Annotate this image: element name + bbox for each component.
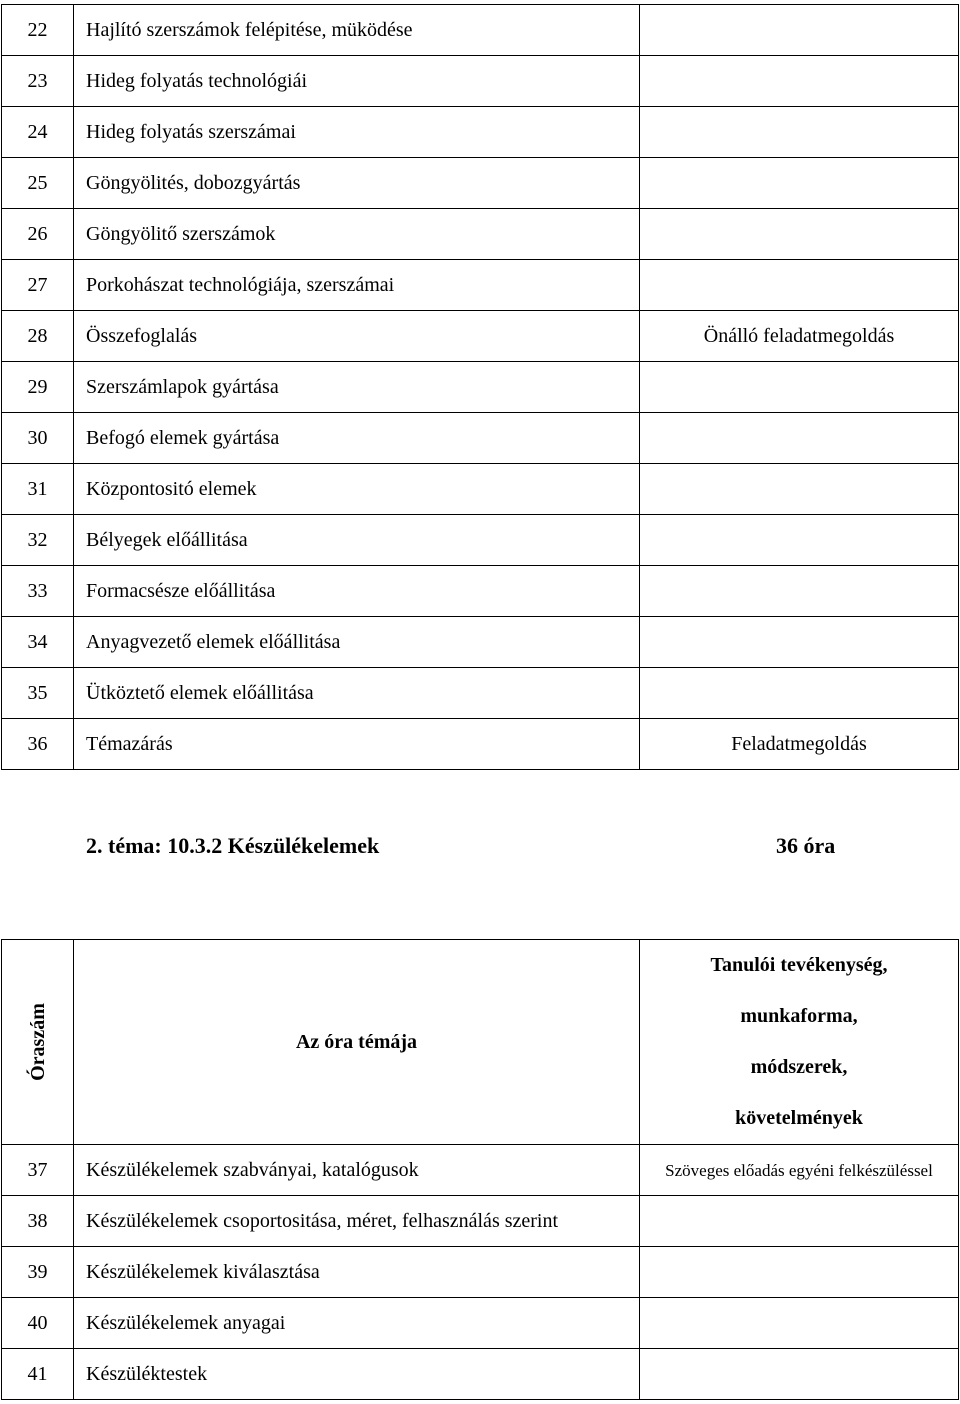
table-row [2, 5, 959, 56]
table-row [2, 311, 959, 362]
lesson-number: 23 [2, 56, 74, 107]
table-row [2, 209, 959, 260]
lesson-topic: Készülékelemek kiválasztása [74, 1247, 640, 1298]
lesson-number: 35 [2, 668, 74, 719]
lesson-number: 32 [2, 515, 74, 566]
table-row [2, 413, 959, 464]
lesson-topic: Porkohászat technológiája, szerszámai [74, 260, 640, 311]
lesson-topic: Hideg folyatás technológiái [74, 56, 640, 107]
lesson-activity [640, 1349, 959, 1400]
lesson-activity [640, 260, 959, 311]
lesson-topic: Hideg folyatás szerszámai [74, 107, 640, 158]
lesson-number: 38 [2, 1196, 74, 1247]
table-row [2, 56, 959, 107]
lesson-number: 33 [2, 566, 74, 617]
lesson-activity: Feladatmegoldás [640, 719, 959, 770]
lesson-activity [640, 362, 959, 413]
lesson-activity [640, 566, 959, 617]
table-row [2, 1145, 959, 1196]
table-row [2, 668, 959, 719]
table-row [2, 1196, 959, 1247]
table-row [2, 566, 959, 617]
header-activity-line: követelmények [735, 1107, 863, 1129]
lesson-topic: Anyagvezető elemek előállitása [74, 617, 640, 668]
lesson-activity [640, 1247, 959, 1298]
lesson-topic: Készülékelemek szabványai, katalógusok [74, 1145, 640, 1196]
lesson-topic: Központositó elemek [74, 464, 640, 515]
lesson-topic: Bélyegek előállitása [74, 515, 640, 566]
lesson-table-1 [1, 4, 959, 770]
lesson-number: 24 [2, 107, 74, 158]
lesson-activity [640, 617, 959, 668]
header-activity-line: Tanulói tevékenység, [710, 954, 888, 976]
lesson-topic: Formacsésze előállitása [74, 566, 640, 617]
lesson-number: 28 [2, 311, 74, 362]
lesson-activity [640, 515, 959, 566]
table-row [2, 107, 959, 158]
lesson-activity: Önálló feladatmegoldás [640, 311, 959, 362]
table-row [2, 1349, 959, 1400]
lesson-number: 39 [2, 1247, 74, 1298]
lesson-topic: Összefoglalás [74, 311, 640, 362]
lesson-topic: Befogó elemek gyártása [74, 413, 640, 464]
lesson-topic: Szerszámlapok gyártása [74, 362, 640, 413]
lesson-number: 29 [2, 362, 74, 413]
lesson-number: 26 [2, 209, 74, 260]
table-row [2, 617, 959, 668]
section-hours: 36 óra [776, 833, 836, 858]
lesson-number: 25 [2, 158, 74, 209]
lesson-topic: Ütköztető elemek előállitása [74, 668, 640, 719]
lesson-number: 22 [2, 5, 74, 56]
lesson-topic: Készülékelemek anyagai [74, 1298, 640, 1349]
lesson-table-2 [1, 939, 959, 1400]
lesson-number: 41 [2, 1349, 74, 1400]
header-hour-number-cell [2, 940, 74, 1145]
table-row [2, 719, 959, 770]
lesson-activity [640, 668, 959, 719]
lesson-activity [640, 1298, 959, 1349]
lesson-activity [640, 56, 959, 107]
lesson-topic: Készüléktestek [74, 1349, 640, 1400]
table-header-row [2, 940, 959, 1145]
lesson-number: 30 [2, 413, 74, 464]
header-topic: Az óra témája [74, 940, 640, 1145]
lesson-activity [640, 1196, 959, 1247]
header-activity-line: munkaforma, [740, 1005, 858, 1027]
table-row [2, 158, 959, 209]
lesson-topic: Témazárás [74, 719, 640, 770]
lesson-topic: Göngyölités, dobozgyártás [74, 158, 640, 209]
section-title: 2. téma: 10.3.2 Készülékelemek [86, 833, 380, 858]
lesson-number: 34 [2, 617, 74, 668]
lesson-activity [640, 5, 959, 56]
lesson-activity: Szöveges előadás egyéni felkészüléssel [640, 1145, 959, 1196]
lesson-topic: Göngyölitő szerszámok [74, 209, 640, 260]
lesson-number: 27 [2, 260, 74, 311]
lesson-number: 37 [2, 1145, 74, 1196]
lesson-topic: Hajlító szerszámok felépitése, müködése [74, 5, 640, 56]
lesson-topic: Készülékelemek csoportositása, méret, felhasználás szerint [74, 1196, 640, 1247]
table-row [2, 260, 959, 311]
lesson-activity [640, 158, 959, 209]
header-hour-number: Óraszám [26, 1003, 49, 1081]
header-activity-line: módszerek, [750, 1056, 848, 1078]
table-row [2, 1247, 959, 1298]
lesson-activity [640, 209, 959, 260]
header-activity [640, 940, 959, 1145]
table-row [2, 362, 959, 413]
table-row [2, 464, 959, 515]
table-row [2, 515, 959, 566]
lesson-activity [640, 107, 959, 158]
lesson-activity [640, 413, 959, 464]
table-row [2, 1298, 959, 1349]
lesson-number: 40 [2, 1298, 74, 1349]
lesson-activity [640, 464, 959, 515]
lesson-number: 31 [2, 464, 74, 515]
lesson-number: 36 [2, 719, 74, 770]
